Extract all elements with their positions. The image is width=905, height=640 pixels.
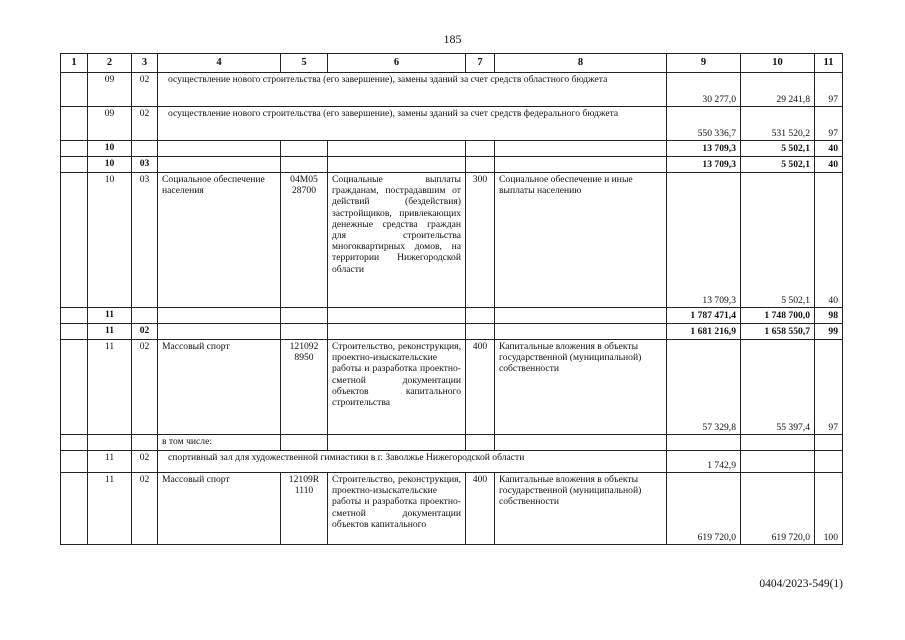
planned-amount: 550 336,7 — [667, 107, 741, 141]
planned-amount: 13 709,3 — [667, 157, 741, 173]
row-description: осуществление нового строительства (его завершение), замены зданий за счет средств федерального бюджета — [158, 107, 667, 141]
table-row — [61, 340, 843, 435]
section-code: 11 — [88, 451, 132, 473]
column-header: 1 — [61, 54, 88, 73]
table-row — [61, 141, 843, 157]
execution-percent: 40 — [815, 141, 843, 157]
expense-type-code: 300 — [466, 173, 495, 308]
planned-amount: 13 709,3 — [667, 173, 741, 308]
execution-percent: 40 — [815, 157, 843, 173]
planned-amount: 1 742,9 — [667, 451, 741, 473]
execution-percent: 100 — [815, 473, 843, 545]
table-row — [61, 435, 843, 451]
column-header: 3 — [132, 54, 158, 73]
actual-amount: 55 397,4 — [741, 340, 815, 435]
expense-type-code: 400 — [466, 340, 495, 435]
expense-type-name: Капитальные вложения в объекты государственной (муниципальной) собственности — [495, 473, 667, 545]
planned-amount: 30 277,0 — [667, 73, 741, 107]
planned-amount: 619 720,0 — [667, 473, 741, 545]
subsection-code: 03 — [132, 173, 158, 308]
execution-percent: 97 — [815, 340, 843, 435]
actual-amount: 5 502,1 — [741, 141, 815, 157]
actual-amount: 531 520,2 — [741, 107, 815, 141]
actual-amount: 1 658 550,7 — [741, 324, 815, 340]
subsection-code: 02 — [132, 340, 158, 435]
expense-type-name: Капитальные вложения в объекты государственной (муниципальной) собственности — [495, 340, 667, 435]
section-code: 11 — [88, 308, 132, 324]
target-article-code: 12109R 1110 — [281, 473, 328, 545]
section-code: 11 — [88, 324, 132, 340]
subsection-code: 02 — [132, 451, 158, 473]
table-row — [61, 173, 843, 308]
execution-percent: 98 — [815, 308, 843, 324]
target-article-name: Социальные выплаты гражданам, пострадавшим от действий (бездействия) застройщиков, привлекающих денежные средства граждан для строительства многоквартирных домов, на территории Нижегородской области — [328, 173, 466, 308]
table-row — [61, 157, 843, 173]
column-header: 5 — [281, 54, 328, 73]
column-header: 8 — [495, 54, 667, 73]
column-header: 9 — [667, 54, 741, 73]
column-header: 11 — [815, 54, 843, 73]
column-header: 4 — [158, 54, 281, 73]
page-number: 185 — [443, 32, 462, 46]
column-header: 10 — [741, 54, 815, 73]
section-code: 09 — [88, 73, 132, 107]
actual-amount: 29 241,8 — [741, 73, 815, 107]
subtotal-label: в том числе: — [158, 435, 281, 451]
table-row — [61, 324, 843, 340]
target-article-code: 121092 8950 — [281, 340, 328, 435]
subsection-code: 03 — [132, 157, 158, 173]
table-row — [61, 473, 843, 545]
document-code: 0404/2023-549(1) — [759, 578, 843, 590]
execution-percent: 97 — [815, 73, 843, 107]
section-code: 10 — [88, 157, 132, 173]
section-code: 10 — [88, 173, 132, 308]
section-code: 09 — [88, 107, 132, 141]
column-header: 2 — [88, 54, 132, 73]
table-row — [61, 107, 843, 141]
planned-amount: 1 681 216,9 — [667, 324, 741, 340]
target-article-code: 04М05 28700 — [281, 173, 328, 308]
planned-amount: 13 709,3 — [667, 141, 741, 157]
section-code: 11 — [88, 473, 132, 545]
program-name: Массовый спорт — [158, 473, 281, 545]
table-header-row — [61, 54, 843, 73]
subsection-code: 02 — [132, 473, 158, 545]
table-row — [61, 451, 843, 473]
subsection-code: 02 — [132, 73, 158, 107]
program-name: Социальное обеспечение населения — [158, 173, 281, 308]
table-row — [61, 308, 843, 324]
subsection-code: 02 — [132, 324, 158, 340]
target-article-name: Строительство, реконструкция, проектно-изыскательские работы и разработка проектно-сметной документации объектов капитального строительства — [328, 340, 466, 435]
execution-percent: 40 — [815, 173, 843, 308]
budget-table — [60, 53, 843, 545]
table-row — [61, 73, 843, 107]
actual-amount: 619 720,0 — [741, 473, 815, 545]
expense-type-code: 400 — [466, 473, 495, 545]
subsection-code: 02 — [132, 107, 158, 141]
execution-percent: 97 — [815, 107, 843, 141]
planned-amount: 57 329,8 — [667, 340, 741, 435]
expense-type-name: Социальное обеспечение и иные выплаты населению — [495, 173, 667, 308]
execution-percent: 99 — [815, 324, 843, 340]
column-header: 7 — [466, 54, 495, 73]
column-header: 6 — [328, 54, 466, 73]
actual-amount: 1 748 700,0 — [741, 308, 815, 324]
row-description: осуществление нового строительства (его завершение), замены зданий за счет средств областного бюджета — [158, 73, 667, 107]
actual-amount: 5 502,1 — [741, 173, 815, 308]
actual-amount: 5 502,1 — [741, 157, 815, 173]
target-article-name: Строительство, реконструкция, проектно-изыскательские работы и разработка проектно-сметной документации объектов капитального — [328, 473, 466, 545]
planned-amount: 1 787 471,4 — [667, 308, 741, 324]
row-description: спортивный зал для художественной гимнастики в г. Заволжье Нижегородской области — [158, 451, 667, 473]
program-name: Массовый спорт — [158, 340, 281, 435]
section-code: 11 — [88, 340, 132, 435]
section-code: 10 — [88, 141, 132, 157]
